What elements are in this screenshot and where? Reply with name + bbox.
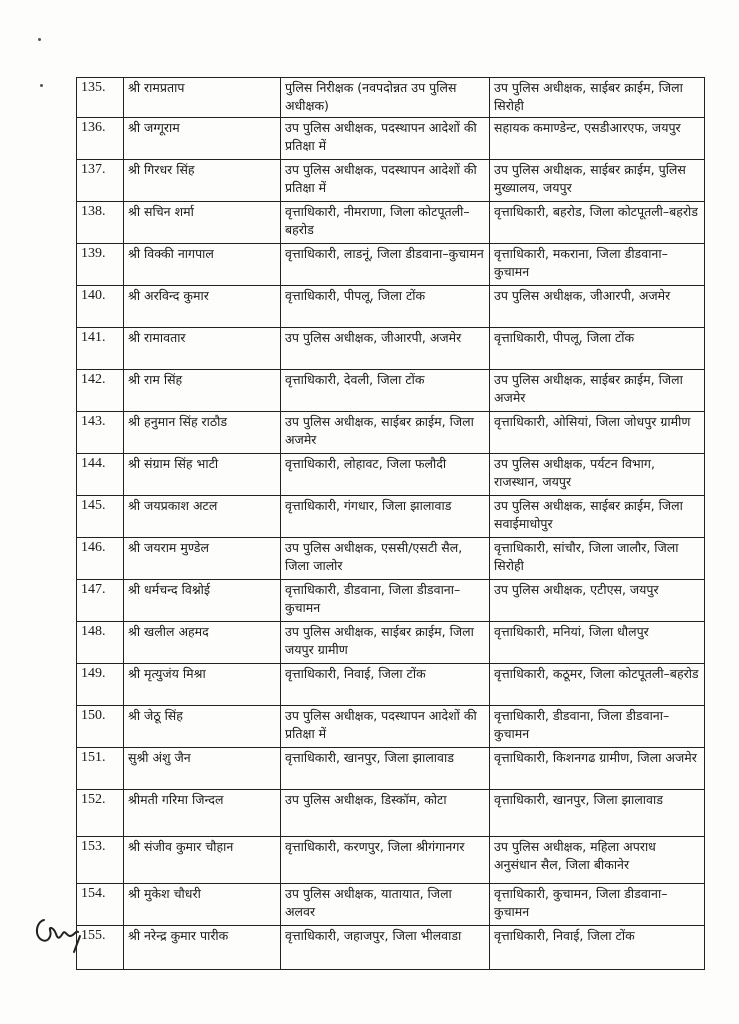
serial-number: 153.: [77, 837, 124, 884]
table-row: [77, 118, 705, 160]
current-posting: उप पुलिस अधीक्षक, यातायात, जिला अलवर: [281, 884, 490, 926]
serial-number: 150.: [77, 706, 124, 748]
current-posting: उप पुलिस अधीक्षक, डिस्कॉम, कोटा: [281, 790, 490, 837]
new-posting: वृत्ताधिकारी, पीपलू, जिला टोंक: [490, 328, 705, 370]
serial-number: 136.: [77, 118, 124, 160]
table-row: [77, 580, 705, 622]
table-row: [77, 790, 705, 837]
new-posting: उप पुलिस अधीक्षक, साईबर क्राईम, जिला सवाईमाधोपुर: [490, 496, 705, 538]
officer-name: श्री धर्मचन्द विश्नोई: [124, 580, 281, 622]
new-posting: वृत्ताधिकारी, किशनगढ ग्रामीण, जिला अजमेर: [490, 748, 705, 790]
new-posting: उप पुलिस अधीक्षक, साईबर क्राईम, पुलिस मुख्यालय, जयपुर: [490, 160, 705, 202]
current-posting: वृत्ताधिकारी, लोहावट, जिला फलौदी: [281, 454, 490, 496]
new-posting: वृत्ताधिकारी, बहरोड, जिला कोटपूतली–बहरोड: [490, 202, 705, 244]
new-posting: सहायक कमाण्डेन्ट, एसडीआरएफ, जयपुर: [490, 118, 705, 160]
handwritten-initials: [30, 906, 90, 966]
officer-name: श्री खलील अहमद: [124, 622, 281, 664]
officer-name: श्री जयराम मुण्डेल: [124, 538, 281, 580]
serial-number: 145.: [77, 496, 124, 538]
current-posting: उप पुलिस अधीक्षक, पदस्थापन आदेशों की प्रतिक्षा में: [281, 160, 490, 202]
table-row: [77, 706, 705, 748]
serial-number: 135.: [77, 78, 124, 118]
new-posting: वृत्ताधिकारी, कठूमर, जिला कोटपूतली–बहरोड: [490, 664, 705, 706]
serial-number: 140.: [77, 286, 124, 328]
officer-name: श्री जयप्रकाश अटल: [124, 496, 281, 538]
table-row: [77, 202, 705, 244]
serial-number: 141.: [77, 328, 124, 370]
current-posting: उप पुलिस अधीक्षक, पदस्थापन आदेशों की प्रतिक्षा में: [281, 706, 490, 748]
new-posting: वृत्ताधिकारी, निवाई, जिला टोंक: [490, 926, 705, 970]
transfer-table: [76, 77, 705, 970]
officer-name: श्री सचिन शर्मा: [124, 202, 281, 244]
officer-name: श्री संजीव कुमार चौहान: [124, 837, 281, 884]
serial-number: 154.: [77, 884, 124, 926]
margin-dot: [38, 38, 41, 41]
serial-number: 152.: [77, 790, 124, 837]
new-posting: उप पुलिस अधीक्षक, साईबर क्राईम, जिला अजमेर: [490, 370, 705, 412]
current-posting: वृत्ताधिकारी, जहाजपुर, जिला भीलवाडा: [281, 926, 490, 970]
serial-number: 144.: [77, 454, 124, 496]
new-posting: उप पुलिस अधीक्षक, जीआरपी, अजमेर: [490, 286, 705, 328]
current-posting: वृत्ताधिकारी, लाडनूं, जिला डीडवाना–कुचामन: [281, 244, 490, 286]
officer-name: श्री रामप्रताप: [124, 78, 281, 118]
current-posting: वृत्ताधिकारी, डीडवाना, जिला डीडवाना–कुचामन: [281, 580, 490, 622]
current-posting: उप पुलिस अधीक्षक, एससी/एसटी सैल, जिला जालोर: [281, 538, 490, 580]
table-row: [77, 538, 705, 580]
table-row: [77, 622, 705, 664]
current-posting: वृत्ताधिकारी, पीपलू, जिला टोंक: [281, 286, 490, 328]
officer-name: श्री अरविन्द कुमार: [124, 286, 281, 328]
serial-number: 155.: [77, 926, 124, 970]
serial-number: 139.: [77, 244, 124, 286]
new-posting: वृत्ताधिकारी, खानपुर, जिला झालावाड: [490, 790, 705, 837]
serial-number: 138.: [77, 202, 124, 244]
new-posting: उप पुलिस अधीक्षक, पर्यटन विभाग, राजस्थान, जयपुर: [490, 454, 705, 496]
serial-number: 148.: [77, 622, 124, 664]
serial-number: 137.: [77, 160, 124, 202]
officer-name: श्री मृत्युजंय मिश्रा: [124, 664, 281, 706]
officer-name: श्री राम सिंह: [124, 370, 281, 412]
current-posting: वृत्ताधिकारी, करणपुर, जिला श्रीगंगानगर: [281, 837, 490, 884]
table-row: [77, 884, 705, 926]
serial-number: 147.: [77, 580, 124, 622]
new-posting: वृत्ताधिकारी, सांचौर, जिला जालौर, जिला सिरोही: [490, 538, 705, 580]
officer-name: श्री हनुमान सिंह राठौड: [124, 412, 281, 454]
current-posting: उप पुलिस अधीक्षक, साईबर क्राईम, जिला अजमेर: [281, 412, 490, 454]
officer-name: श्री रामावतार: [124, 328, 281, 370]
new-posting: उप पुलिस अधीक्षक, साईबर क्राईम, जिला सिरोही: [490, 78, 705, 118]
current-posting: वृत्ताधिकारी, देवली, जिला टोंक: [281, 370, 490, 412]
new-posting: वृत्ताधिकारी, मनियां, जिला धौलपुर: [490, 622, 705, 664]
new-posting: वृत्ताधिकारी, मकराना, जिला डीडवाना–कुचामन: [490, 244, 705, 286]
serial-number: 146.: [77, 538, 124, 580]
officer-name: श्री गिरधर सिंह: [124, 160, 281, 202]
new-posting: उप पुलिस अधीक्षक, महिला अपराध अनुसंधान सैल, जिला बीकानेर: [490, 837, 705, 884]
margin-dot: [40, 84, 43, 87]
serial-number: 151.: [77, 748, 124, 790]
serial-number: 149.: [77, 664, 124, 706]
officer-name: श्री जेठू सिंह: [124, 706, 281, 748]
table-row: [77, 78, 705, 118]
table-row: [77, 926, 705, 970]
table-row: [77, 454, 705, 496]
new-posting: वृत्ताधिकारी, ओसियां, जिला जोधपुर ग्रामीण: [490, 412, 705, 454]
current-posting: उप पुलिस अधीक्षक, जीआरपी, अजमेर: [281, 328, 490, 370]
current-posting: उप पुलिस अधीक्षक, पदस्थापन आदेशों की प्रतिक्षा में: [281, 118, 490, 160]
table-row: [77, 160, 705, 202]
officer-name: श्रीमती गरिमा जिन्दल: [124, 790, 281, 837]
new-posting: वृत्ताधिकारी, कुचामन, जिला डीडवाना–कुचामन: [490, 884, 705, 926]
table-row: [77, 370, 705, 412]
current-posting: पुलिस निरीक्षक (नवपदोन्नत उप पुलिस अधीक्षक): [281, 78, 490, 118]
officer-name: श्री नरेन्द्र कुमार पारीक: [124, 926, 281, 970]
table-row: [77, 496, 705, 538]
table-row: [77, 328, 705, 370]
officer-name: श्री मुकेश चौधरी: [124, 884, 281, 926]
serial-number: 142.: [77, 370, 124, 412]
current-posting: वृत्ताधिकारी, गंगधार, जिला झालावाड: [281, 496, 490, 538]
current-posting: वृत्ताधिकारी, नीमराणा, जिला कोटपूतली–बहरोड: [281, 202, 490, 244]
current-posting: वृत्ताधिकारी, निवाई, जिला टोंक: [281, 664, 490, 706]
table-row: [77, 837, 705, 884]
table-row: [77, 748, 705, 790]
table-row: [77, 664, 705, 706]
table-row: [77, 412, 705, 454]
officer-name: श्री जग्गूराम: [124, 118, 281, 160]
new-posting: उप पुलिस अधीक्षक, एटीएस, जयपुर: [490, 580, 705, 622]
table-row: [77, 244, 705, 286]
serial-number: 143.: [77, 412, 124, 454]
officer-name: सुश्री अंशु जैन: [124, 748, 281, 790]
officer-name: श्री संग्राम सिंह भाटी: [124, 454, 281, 496]
current-posting: उप पुलिस अधीक्षक, साईबर क्राईम, जिला जयपुर ग्रामीण: [281, 622, 490, 664]
table-row: [77, 286, 705, 328]
officer-name: श्री विक्की नागपाल: [124, 244, 281, 286]
new-posting: वृत्ताधिकारी, डीडवाना, जिला डीडवाना–कुचामन: [490, 706, 705, 748]
current-posting: वृत्ताधिकारी, खानपुर, जिला झालावाड: [281, 748, 490, 790]
